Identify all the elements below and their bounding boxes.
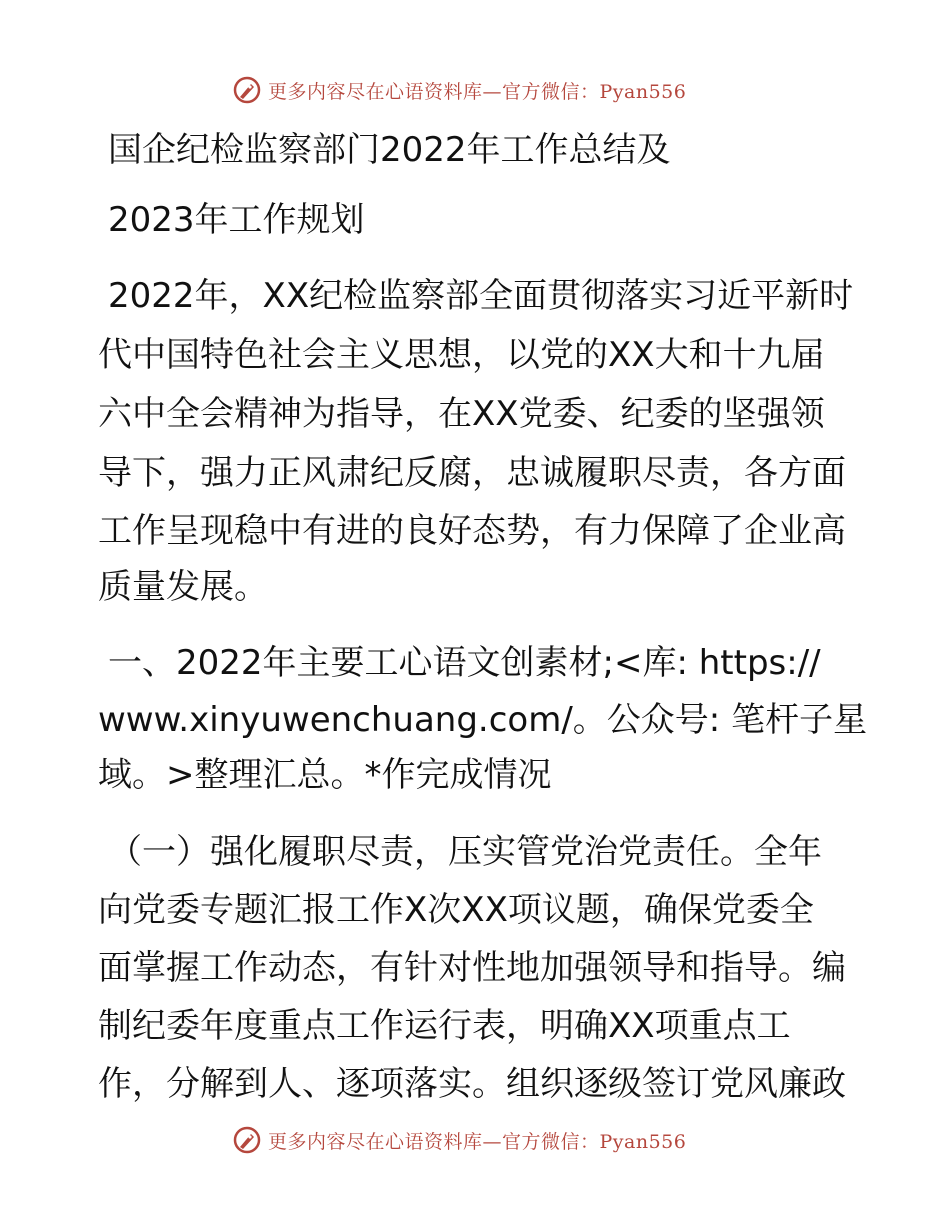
pen-nib-logo-icon xyxy=(232,75,262,105)
paragraph-line: 面掌握工作动态，有针对性地加强领导和指导。编 xyxy=(98,948,846,988)
watermark-banner-top xyxy=(232,73,686,107)
paragraph-line: 2022年，XX纪检监察部全面贯彻落实习近平新时 xyxy=(108,276,854,316)
paragraph-line: （一）强化履职尽责，压实管党治党责任。全年 xyxy=(108,832,822,872)
document-title-line-2: 2023年工作规划 xyxy=(108,200,365,240)
watermark-text: 更多内容尽在心语资料库—官方微信：Pyan556 xyxy=(268,80,687,103)
paragraph-line: 质量发展。 xyxy=(98,567,268,607)
section-heading-line: 一、2022年主要工心语文创素材;<库: https:// xyxy=(108,643,821,683)
section-heading-line: www.xinyuwenchuang.com/。公众号: 笔杆子星 xyxy=(98,700,868,740)
section-heading-line: 域。>整理汇总。*作完成情况 xyxy=(98,755,552,795)
paragraph-line: 六中全会精神为指导，在XX党委、纪委的坚强领 xyxy=(98,394,825,434)
watermark-text: 更多内容尽在心语资料库—官方微信：Pyan556 xyxy=(268,1130,687,1153)
paragraph-line: 导下，强力正风肃纪反腐，忠诚履职尽责，各方面 xyxy=(98,453,846,493)
paragraph-line: 工作呈现稳中有进的良好态势，有力保障了企业高 xyxy=(98,511,846,551)
paragraph-line: 向党委专题汇报工作X次XX项议题，确保党委全 xyxy=(98,890,814,930)
paragraph-line: 制纪委年度重点工作运行表，明确XX项重点工 xyxy=(98,1006,791,1046)
paragraph-line: 作，分解到人、逐项落实。组织逐级签订党风廉政 xyxy=(98,1064,846,1104)
paragraph-line: 代中国特色社会主义思想，以党的XX大和十九届 xyxy=(98,335,825,375)
watermark-banner-bottom xyxy=(232,1123,686,1157)
pen-nib-logo-icon xyxy=(232,1125,262,1155)
document-title-line-1: 国企纪检监察部门2022年工作总结及 xyxy=(108,130,671,170)
